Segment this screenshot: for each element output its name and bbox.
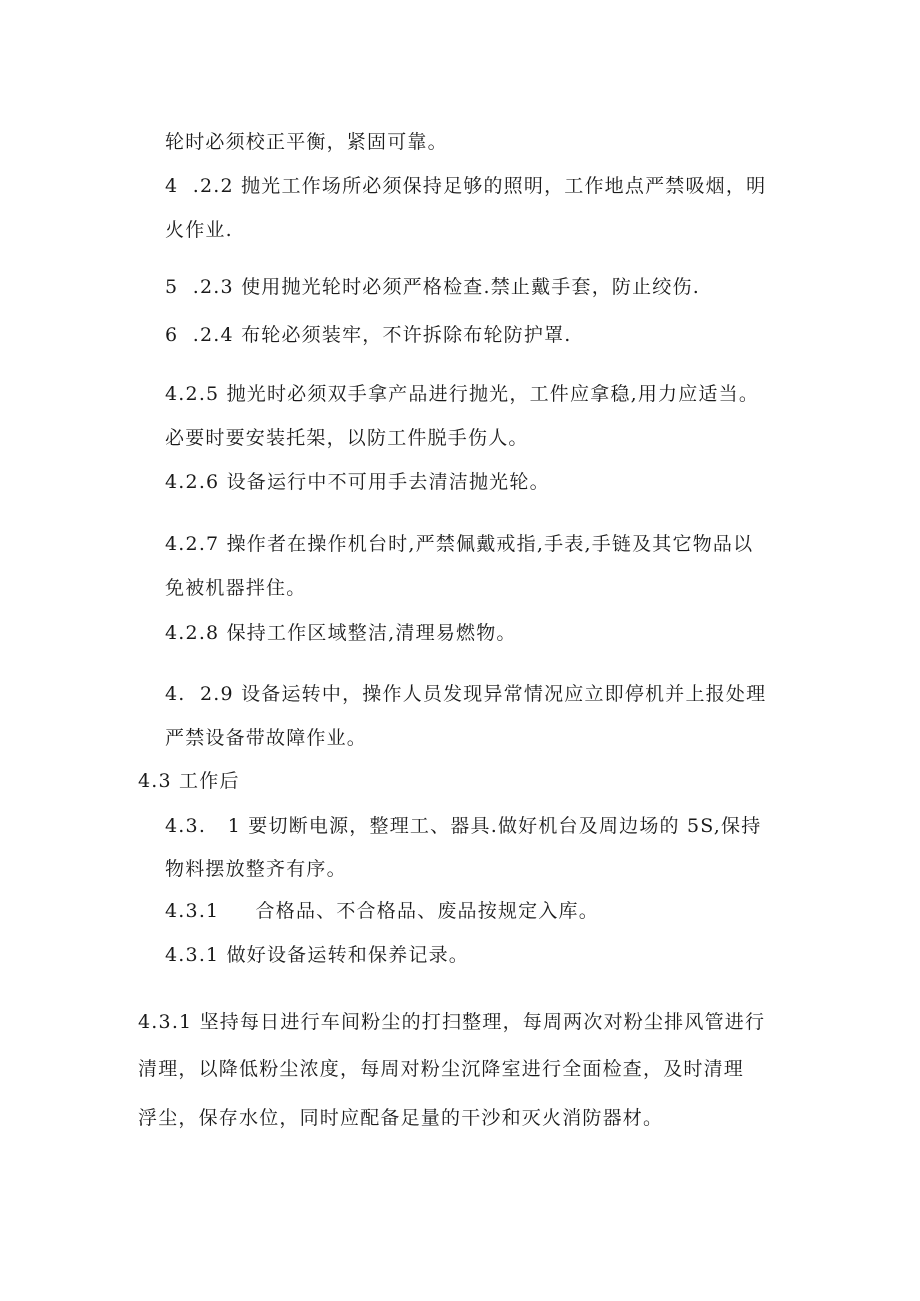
text-line: 4 .2.2 抛光工作场所必须保持足够的照明，工作地点严禁吸烟，明 <box>165 175 767 197</box>
text-line: 严禁设备带故障作业。 <box>165 727 368 749</box>
text-line: 4.2.7 操作者在操作机台时,严禁佩戴戒指,手表,手链及其它物品以 <box>165 533 754 555</box>
text-line: 清理，以降低粉尘浓度，每周对粉尘沉降室进行全面检查，及时清理 <box>138 1058 745 1080</box>
text-line: 免被机器拌住。 <box>165 577 307 599</box>
text-line: 物料摆放整齐有序。 <box>165 858 347 880</box>
text-line: 6 .2.4 布轮必须装牢，不许拆除布轮防护罩. <box>165 324 572 346</box>
text-line: 轮时必须校正平衡，紧固可靠。 <box>165 131 448 153</box>
section-heading: 4.3 工作后 <box>138 770 240 792</box>
text-line: 4.3. 1 要切断电源，整理工、器具.做好机台及周边场的 5S,保持 <box>165 815 762 837</box>
text-line: 4.3.1 做好设备运转和保养记录。 <box>165 944 469 966</box>
text-line: 火作业. <box>165 219 233 241</box>
text-line: 4. 2.9 设备运转中，操作人员发现异常情况应立即停机并上报处理 <box>165 683 767 705</box>
text-line: 4.3.1 合格品、不合格品、废品按规定入库。 <box>165 900 599 922</box>
text-line: 必要时要安装托架，以防工件脱手伤人。 <box>165 427 529 449</box>
text-line: 5 .2.3 使用抛光轮时必须严格检查.禁止戴手套，防止绞伤. <box>165 276 700 298</box>
text-line: 4.2.5 抛光时必须双手拿产品进行抛光，工件应拿稳,用力应适当。 <box>165 383 760 405</box>
text-line: 4.3.1 坚持每日进行车间粉尘的打扫整理，每周两次对粉尘排风管进行 <box>138 1011 766 1033</box>
text-line: 4.2.8 保持工作区域整洁,清理易燃物。 <box>165 622 517 644</box>
text-line: 浮尘，保存水位，同时应配备足量的干沙和灭火消防器材。 <box>138 1107 664 1129</box>
text-line: 4.2.6 设备运行中不可用手去清洁抛光轮。 <box>165 471 550 493</box>
